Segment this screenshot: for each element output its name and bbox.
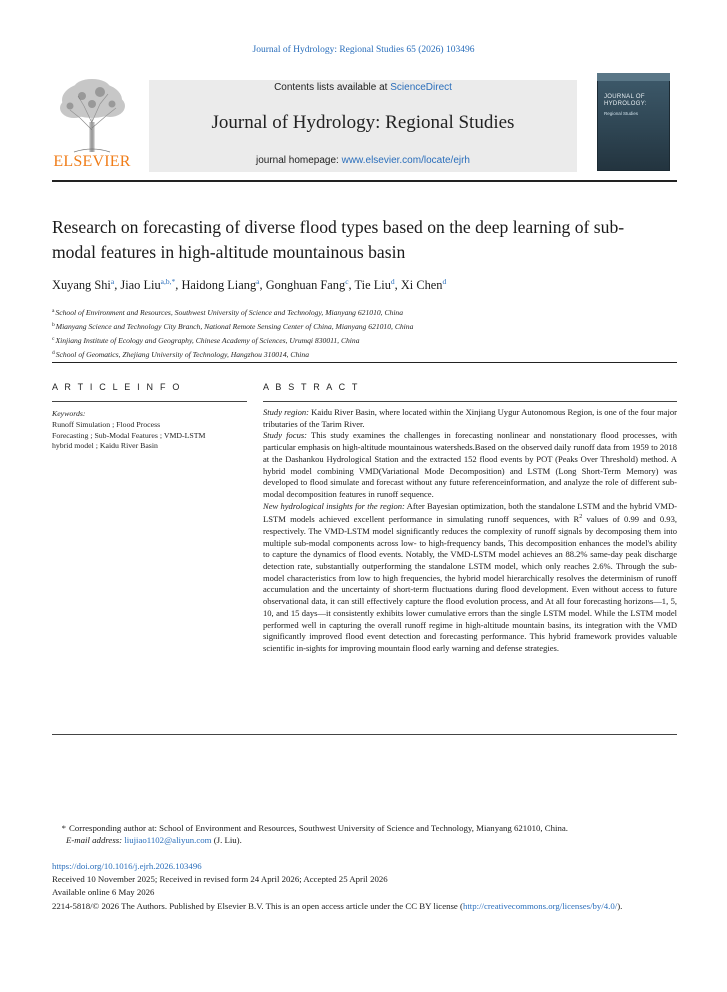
- author-list: Xuyang Shi$^a$, Jiao Liu$^{a,b,*}$, Haidong Liang$^a$, Gonghuan Fang$^c$, Tie Liu$^d$, Xi Chen$^d$: [52, 277, 447, 292]
- author[interactable]: Gonghuan Fang: [265, 278, 346, 292]
- corresponding-author-text: Corresponding author at: School of Environment and Resources, Southwest University of Science and Technology, Mianyang 621010, China.: [69, 823, 569, 833]
- author-affil-sup[interactable]: d: [442, 277, 447, 286]
- study-focus-text: This study examines the challenges in forecasting nonlinear and nonstationary flood processes, with particular emphasis on high-altitude mountainous watersheds.Based on the observed daily runoff data from 1959 to 2018 at the Dashankou Hydrological Station and the extracted 152 flood events by POT (Peaks Over Threshold) method. A hybrid model combining VMD(Variational Mode Decomposition) and LSTM (Long Short-Term Memory) was developed to flood simulate and forecast without any future referenceinformation, and analyze the role of different sub-modal decomposition features in runoff sequence.: [263, 430, 677, 499]
- running-head[interactable]: Journal of Hydrology: Regional Studies 65 (2026) 103496: [252, 45, 475, 55]
- email-label: E-mail address:: [66, 835, 123, 845]
- affiliation-text: School of Environment and Resources, Southwest University of Science and Technology, Mianyang 621010, China: [55, 308, 404, 317]
- article-history: Received 10 November 2025; Received in revised form 24 April 2026; Accepted 25 April 2026: [52, 874, 388, 884]
- abstract-study-region: [263, 407, 677, 430]
- cover-title: JOURNAL OF HYDROLOGY:: [604, 94, 647, 107]
- abstract-heading: A B S T R A C T: [263, 382, 360, 392]
- author[interactable]: Jiao Liu: [120, 278, 161, 292]
- author[interactable]: Tie Liu: [354, 278, 391, 292]
- abstract-insights: [263, 501, 677, 655]
- study-region-label: Study region:: [263, 407, 309, 417]
- sciencedirect-link[interactable]: ScienceDirect: [390, 82, 452, 93]
- journal-cover-thumbnail[interactable]: [597, 73, 670, 171]
- insights-text: After Bayesian optimization, both the standalone LSTM and the hybrid VMD-LSTM models achieved excellent performance in simulating runoff sequences, with R: [263, 500, 677, 525]
- keywords-line: Forecasting ; Sub-Modal Features ; VMD-LSTM: [52, 430, 206, 440]
- article-info-divider: [52, 401, 247, 402]
- keywords-label: Keywords:: [52, 409, 86, 418]
- study-region-text: Kaidu River Basin, where located within the Xinjiang Uygur Autonomous Region, is one of the four major tributaries of the Tarim River.: [263, 407, 678, 429]
- author-affil-sup[interactable]: a: [110, 277, 115, 286]
- contents-line: [149, 82, 577, 93]
- abstract-body: [263, 407, 677, 655]
- affiliation-key: a: [52, 308, 55, 314]
- author[interactable]: Haidong Liang: [181, 278, 257, 292]
- author[interactable]: Xuyang Shi: [52, 278, 111, 292]
- author-affil-sup[interactable]: a,b,*: [160, 277, 176, 286]
- license-text: 2214-5818/© 2026 The Authors. Published by Elsevier B.V. This is an open access article under the CC BY license (: [52, 901, 463, 911]
- license-statement: [52, 900, 677, 912]
- affiliation-key: d: [52, 350, 55, 356]
- keywords-block: [52, 409, 242, 452]
- insights-text-continued: values of 0.99 and 0.93, respectively. The VMD-LSTM model significantly reduces the complexity of runoff signals by decomposing them into multiple sub-modal components across low- to high-frequency bands, This decomposition enhances the model's ability to capture the dynamics of flood events. Notably, the VMD-LSTM model achieves an 88.2% same-day peak discharge detection rate, substantially outperforming the standalone LSTM model, which only reaches 2.6%. Through the sub-model characteristics from low to high frequencies, the hybrid model hierarchically resolves the determinism of runoff accumulation and the uncertainty of short-term fluctuations during flood development. Even without access to future observational data, it can still effectively capture the flood evolution process, and At all four forecasting horizons—1, 5, 10, and 15 days—it consistently exhibits lower cumulative errors than the single LSTM model. While the LSTM model performed well in capturing the overall runoff regime in high-altitude mountain basins, its integration with the VMD significantly improved flood event detection and forecasting performance. This hybrid framework provides valuable scientific in-sights for improving mountain flood early warning and defense strategies.: [263, 514, 677, 653]
- license-end: ).: [617, 901, 623, 911]
- affiliations: [52, 305, 677, 361]
- affiliation-item: [52, 347, 677, 361]
- journal-homepage-line: [149, 155, 577, 166]
- contents-prefix: Contents lists available at: [274, 82, 391, 93]
- cover-subtitle: Regional Studies: [604, 111, 639, 116]
- abstract-divider: [263, 401, 677, 402]
- article-info-heading: A R T I C L E I N F O: [52, 382, 182, 392]
- affiliation-key: c: [52, 336, 55, 342]
- insights-superscript: 2: [579, 514, 583, 521]
- affiliation-item: [52, 305, 677, 319]
- homepage-link[interactable]: www.elsevier.com/locate/ejrh: [341, 155, 470, 166]
- author-affil-sup[interactable]: a: [256, 277, 260, 286]
- available-online: Available online 6 May 2026: [52, 887, 155, 897]
- homepage-prefix: journal homepage:: [255, 155, 342, 166]
- author[interactable]: Xi Chen: [400, 278, 443, 292]
- keywords-line: hybrid model ; Kaidu River Basin: [52, 441, 158, 451]
- keywords-line: Runoff Simulation ; Flood Process: [52, 419, 161, 429]
- elsevier-wordmark: ELSEVIER: [53, 153, 131, 170]
- affiliation-item: [52, 333, 677, 347]
- tree-icon: [52, 78, 132, 154]
- affiliation-key: b: [52, 322, 55, 328]
- affiliation-text: Mianyang Science and Technology City Branch, National Remote Sensing Center of China, Mianyang 621010, China: [55, 322, 414, 331]
- abstract-bottom-divider: [52, 734, 677, 735]
- email-suffix: (J. Liu).: [211, 835, 242, 845]
- doi-link[interactable]: https://doi.org/10.1016/j.ejrh.2026.103496: [52, 861, 202, 871]
- affiliations-divider: [52, 362, 677, 363]
- journal-name: Journal of Hydrology: Regional Studies: [211, 112, 515, 133]
- header-divider: [52, 180, 677, 182]
- license-url-link[interactable]: http://creativecommons.org/licenses/by/4.0/: [462, 901, 618, 911]
- cover-stripe: [597, 73, 670, 81]
- author-affil-sup[interactable]: d: [390, 277, 395, 286]
- article-title: Research on forecasting of diverse flood types based on the deep learning of sub-modal features in high-altitude mountainous basin: [52, 217, 625, 262]
- study-focus-label: Study focus:: [263, 430, 308, 441]
- author-affil-sup[interactable]: c: [345, 277, 349, 286]
- email-link[interactable]: liujiao1102@aliyun.com: [124, 835, 212, 845]
- footnote-star: *: [61, 823, 66, 833]
- email-line: [66, 835, 242, 845]
- affiliation-text: Xinjiang Institute of Ecology and Geography, Chinese Academy of Sciences, Urumqi 830011, China: [55, 336, 360, 345]
- corresponding-author-note: [52, 822, 677, 834]
- abstract-study-focus: [263, 430, 677, 500]
- affiliation-item: [52, 319, 677, 333]
- insights-label: New hydrological insights for the region:: [263, 500, 405, 511]
- affiliation-text: School of Geomatics, Zhejiang University of Technology, Hangzhou 310014, China: [55, 350, 310, 359]
